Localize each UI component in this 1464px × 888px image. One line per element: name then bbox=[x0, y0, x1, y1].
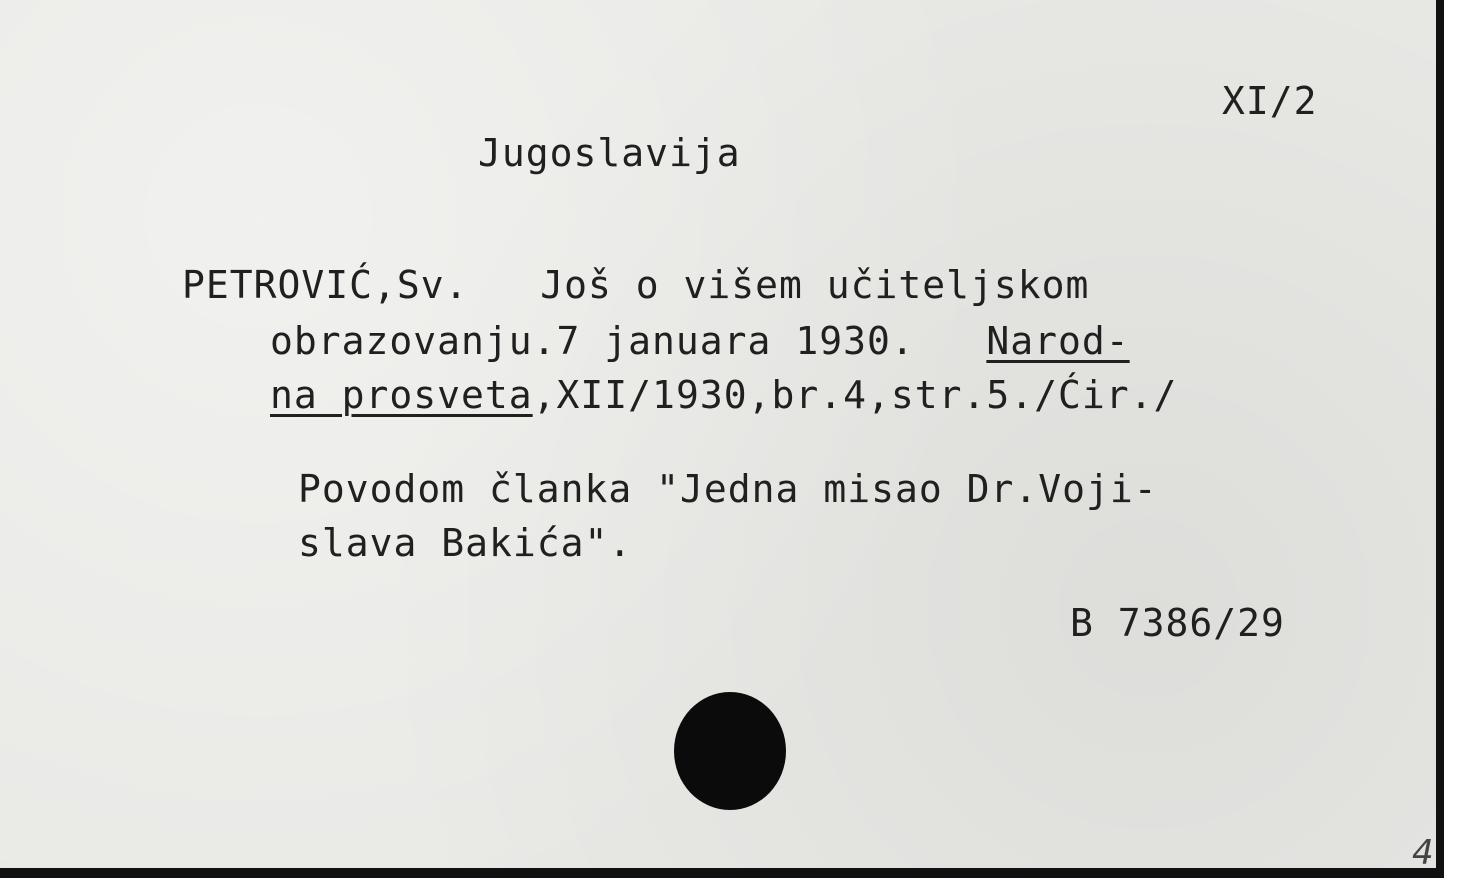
title-text-1: Još o višem učiteljskom bbox=[540, 263, 1090, 307]
entry-line-2 bbox=[270, 319, 1130, 363]
pencil-mark: 4 bbox=[1412, 833, 1434, 873]
classification-mark: XI/2 bbox=[1222, 79, 1318, 123]
citation-details: ,XII/1930,br.4,str.5. bbox=[532, 373, 1035, 417]
punch-hole bbox=[674, 692, 786, 810]
entry-line-3 bbox=[270, 373, 1178, 417]
call-number: B 7386/29 bbox=[1070, 601, 1285, 645]
entry-line-1 bbox=[182, 263, 1090, 307]
annotation-line-1: Povodom članka "Jedna misao Dr.Voji- bbox=[298, 467, 1158, 511]
author-name: PETROVIĆ,Sv. bbox=[182, 263, 469, 307]
script-note: /Ćir./ bbox=[1034, 373, 1178, 417]
annotation-line-2: slava Bakića". bbox=[298, 521, 633, 565]
journal-title-1: Narod- bbox=[986, 319, 1130, 363]
title-text-2: obrazovanju.7 januara 1930. bbox=[270, 319, 915, 363]
subject-heading: Jugoslavija bbox=[478, 131, 741, 175]
journal-title-2: na prosveta bbox=[270, 373, 533, 417]
